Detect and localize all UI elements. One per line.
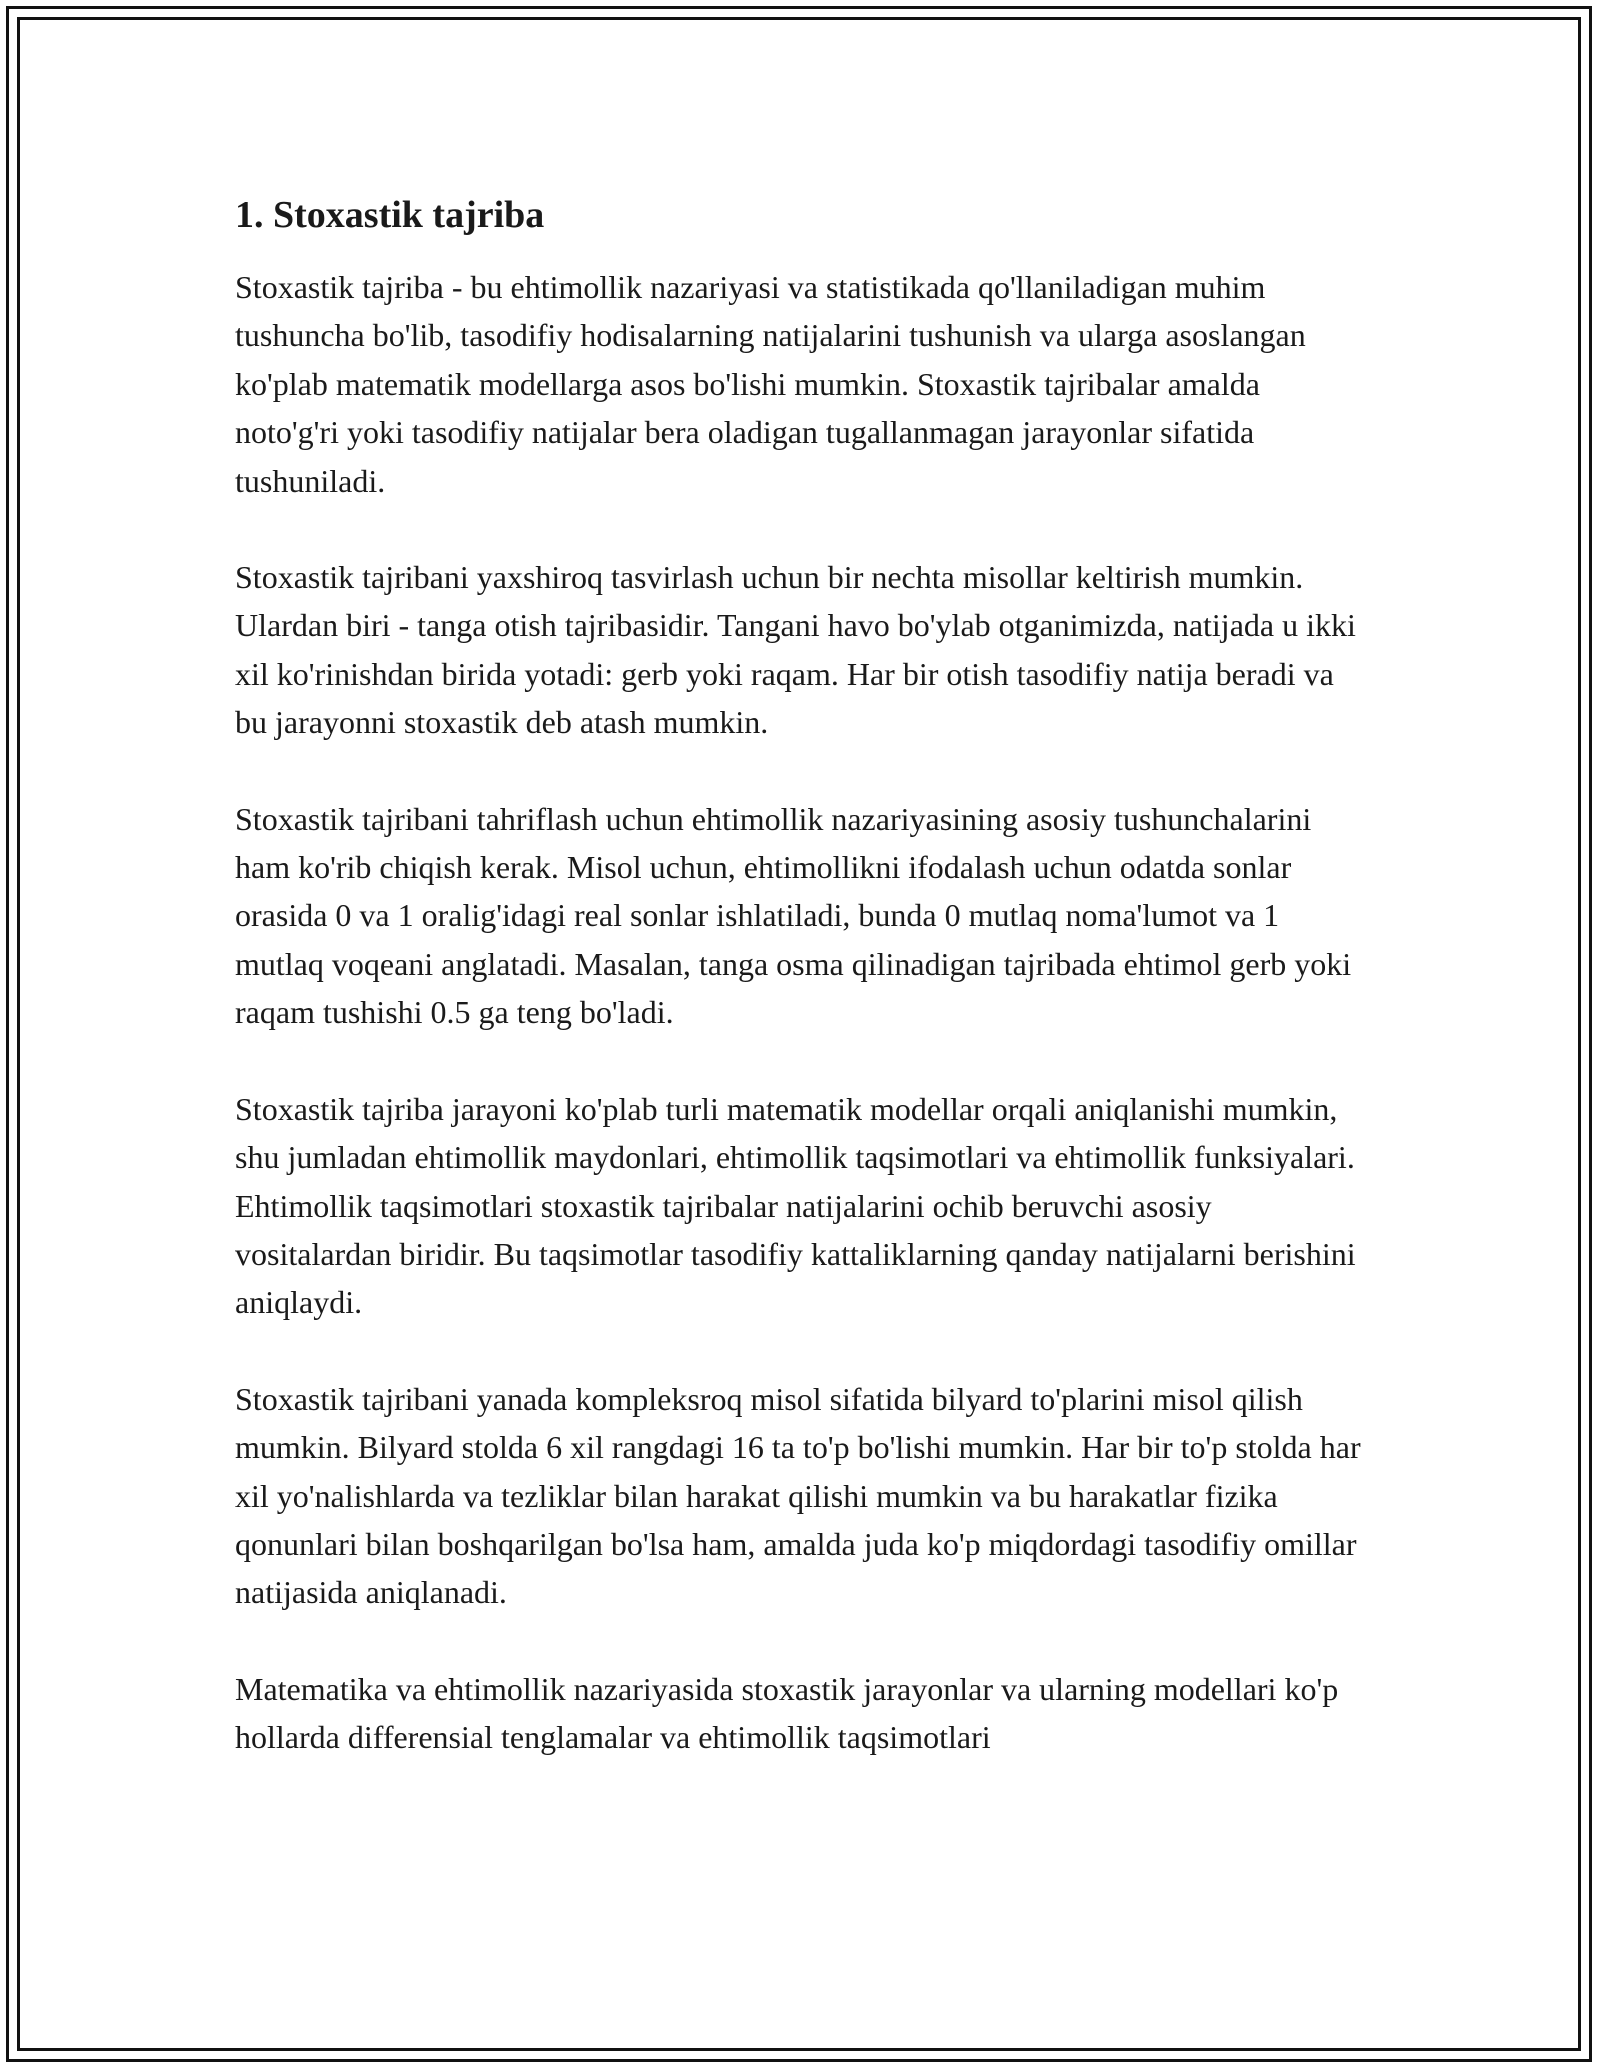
document-body [235,188,1365,1762]
section-heading: 1. Stoxastik tajriba [235,194,545,236]
paragraph-2: Stoxastik tajribani yaxshiroq tasvirlash uchun bir nechta misollar keltirish mumkin. Ulardan biri - tanga otish tajribasidir. Tangani havo bo'ylab otganimizda, natijada u ikki xil ko'rinishdan birida yotadi: gerb yoki raqam. Har bir otish tasodifiy natija beradi va bu jarayonni stoxastik deb atash mumkin. [235,559,1356,741]
paragraph-4: Stoxastik tajriba jarayoni ko'plab turli matematik modellar orqali aniqlanishi mumkin, shu jumladan ehtimollik maydonlari, ehtimollik taqsimotlari va ehtimollik funksiyalari. Ehtimollik taqsimotlari stoxastik tajribalar natijalarini ochib beruvchi asosiy vositalardan biridir. Bu taqsimotlar tasodifiy kattaliklarning qanday natijalarni berishini aniqlaydi. [235,1090,1356,1321]
paragraph-1: Stoxastik tajriba - bu ehtimollik nazariyasi va statistikada qo'llaniladigan muhim tushuncha bo'lib, tasodifiy hodisalarning natijalarini tushunish va ularga asoslangan ko'plab matematik modellarga asos bo'lishi mumkin. Stoxastik tajribalar amalda noto'g'ri yoki tasodifiy natijalar bera oladigan tugallanmagan jarayonlar sifatida tushuniladi. [235,269,1306,499]
paragraph-6: Matematika va ehtimollik nazariyasida stoxastik jarayonlar va ularning modellari ko'p hollarda differensial tenglamalar va ehtimollik taqsimotlari [235,1670,1339,1756]
paragraph-3: Stoxastik tajribani tahriflash uchun ehtimollik nazariyasining asosiy tushunchalarini ham ko'rib chiqish kerak. Misol uchun, ehtimollikni ifodalash uchun odatda sonlar orasida 0 va 1 oralig'idagi real sonlar ishlatiladi, bunda 0 mutlaq noma'lumot va 1 mutlaq voqeani anglatadi. Masalan, tanga osma qilinadigan tajribada ehtimol gerb yoki raqam tushishi 0.5 ga teng bo'ladi. [235,800,1352,1031]
paragraph-5: Stoxastik tajribani yanada kompleksroq misol sifatida bilyard to'plarini misol qilish mumkin. Bilyard stolda 6 xil rangdagi 16 ta to'p bo'lishi mumkin. Har bir to'p stolda har xil yo'nalishlarda va tezliklar bilan harakat qilishi mumkin va bu harakatlar fizika qonunlari bilan boshqarilgan bo'lsa ham, amalda juda ko'p miqdordagi tasodifiy omillar natijasida aniqlanadi. [235,1380,1361,1611]
